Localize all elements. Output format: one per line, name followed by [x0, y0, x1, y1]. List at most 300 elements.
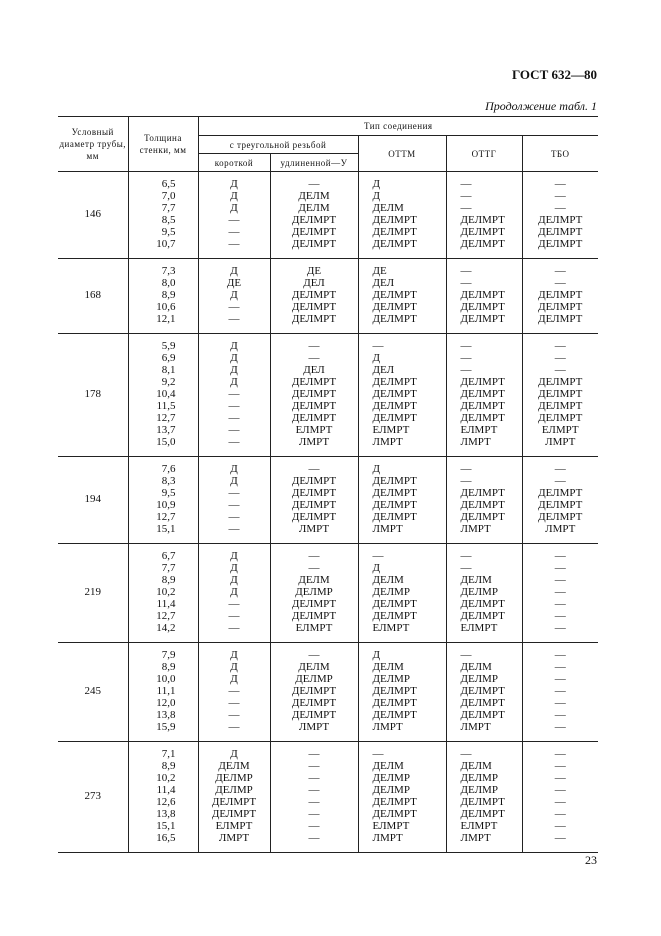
cell-value: —: [460, 190, 472, 202]
cell-value: —: [228, 238, 240, 250]
ottm-col: [358, 172, 446, 259]
cell-value: —: [228, 412, 240, 424]
header-extended: удлиненной—У: [270, 154, 358, 172]
table-row: [58, 172, 598, 259]
cell-value: ЛМРТ: [545, 523, 576, 535]
cell-value: —: [308, 562, 320, 574]
cell-value: 7,3: [161, 265, 176, 277]
cell-value: Д: [372, 649, 381, 661]
cell-value: —: [554, 760, 566, 772]
tbo-col: [522, 172, 598, 259]
cell-value: ДЕЛМРТ: [291, 487, 337, 499]
cell-value: ДЕЛМ: [372, 574, 404, 586]
cell-value: ДЕЛМР: [460, 586, 498, 598]
diameter-cell: 178: [58, 334, 128, 457]
cell-value: ДЕЛМР: [372, 772, 410, 784]
cell-value: ДЕЛМРТ: [460, 697, 505, 709]
cell-value: —: [554, 709, 566, 721]
cell-value: ДЕЛМРТ: [372, 412, 417, 424]
cell-value: ЕЛМРТ: [295, 424, 333, 436]
cell-value: ДЕЛМ: [460, 760, 492, 772]
cell-value: —: [554, 178, 566, 190]
cell-value: —: [372, 550, 384, 562]
cell-value: ДЕЛМРТ: [460, 301, 505, 313]
short-thread-col: [198, 259, 270, 334]
cell-value: 10,7: [156, 238, 176, 250]
cell-value: —: [460, 463, 472, 475]
short-thread-col: [198, 172, 270, 259]
cell-value: ЛМРТ: [218, 832, 250, 844]
extended-thread-col: [270, 259, 358, 334]
cell-value: —: [554, 265, 566, 277]
cell-value: Д: [230, 673, 238, 685]
cell-value: 12,7: [156, 412, 176, 424]
cell-value: ДЕЛМР: [372, 784, 410, 796]
cell-value: —: [228, 400, 240, 412]
cell-value: ДЕЛ: [303, 277, 325, 289]
cell-value: Д: [230, 376, 238, 388]
cell-value: ДЕЛМРТ: [460, 214, 505, 226]
diameter-cell: 194: [58, 457, 128, 544]
cell-value: —: [554, 352, 566, 364]
cell-value: —: [308, 649, 320, 661]
tbo-col: [522, 742, 598, 853]
cell-value: 10,2: [156, 772, 176, 784]
cell-value: ДЕЛМРТ: [291, 226, 337, 238]
cell-value: Д: [230, 550, 238, 562]
cell-value: Д: [230, 463, 238, 475]
header-ottm: ОТТМ: [358, 136, 446, 172]
extended-thread-col: [270, 334, 358, 457]
cell-value: ДЕЛМРТ: [538, 499, 583, 511]
cell-value: ДЕЛМРТ: [372, 475, 417, 487]
cell-value: ДЕЛМРТ: [460, 226, 505, 238]
cell-value: —: [228, 436, 240, 448]
cell-value: ДЕЛМРТ: [460, 313, 505, 325]
cell-value: ЛМРТ: [460, 832, 491, 844]
cell-value: —: [554, 475, 566, 487]
cell-value: 11,5: [156, 400, 176, 412]
cell-value: ДЕЛМРТ: [291, 511, 337, 523]
thickness-col: [128, 643, 198, 742]
cell-value: Д: [230, 289, 238, 301]
cell-value: ДЕЛМРТ: [291, 685, 337, 697]
cell-value: ДЕЛМРТ: [291, 289, 337, 301]
cell-value: —: [460, 277, 472, 289]
cell-value: Д: [230, 190, 238, 202]
cell-value: ДЕЛМРТ: [291, 499, 337, 511]
cell-value: ЛМРТ: [372, 436, 403, 448]
cell-value: ДЕЛМ: [218, 760, 250, 772]
cell-value: ДЕЛМРТ: [538, 238, 583, 250]
cell-value: —: [460, 649, 472, 661]
cell-value: ДЕЛМРТ: [538, 289, 583, 301]
cell-value: ЕЛМРТ: [460, 820, 498, 832]
cell-value: ДЕЛМ: [372, 760, 404, 772]
cell-value: ДЕЛМРТ: [291, 412, 337, 424]
cell-value: ЛМРТ: [298, 721, 330, 733]
cell-value: ДЕЛМРТ: [372, 685, 417, 697]
cell-value: —: [228, 313, 240, 325]
ottm-col: [358, 259, 446, 334]
cell-value: 15,1: [156, 820, 176, 832]
ottm-col: [358, 334, 446, 457]
cell-value: —: [460, 562, 472, 574]
header-diameter: Условный диаметр трубы, мм: [58, 117, 128, 172]
cell-value: —: [554, 748, 566, 760]
cell-value: —: [308, 832, 320, 844]
cell-value: 10,4: [156, 388, 176, 400]
cell-value: —: [554, 340, 566, 352]
ottg-col: [446, 643, 522, 742]
cell-value: ДЕЛМ: [460, 574, 492, 586]
table-body: [58, 172, 598, 853]
cell-value: ДЕЛМРТ: [291, 376, 337, 388]
cell-value: —: [554, 202, 566, 214]
table-row: [58, 457, 598, 544]
cell-value: 13,8: [156, 808, 176, 820]
cell-value: ДЕЛМРТ: [460, 808, 505, 820]
cell-value: —: [308, 463, 320, 475]
cell-value: —: [308, 352, 320, 364]
cell-value: ДЕЛМР: [372, 673, 410, 685]
tbo-col: [522, 643, 598, 742]
cell-value: —: [460, 202, 472, 214]
cell-value: Д: [230, 340, 238, 352]
cell-value: —: [308, 808, 320, 820]
header-short: короткой: [198, 154, 270, 172]
cell-value: —: [554, 832, 566, 844]
cell-value: ДЕЛМРТ: [538, 313, 583, 325]
extended-thread-col: [270, 172, 358, 259]
cell-value: —: [308, 796, 320, 808]
cell-value: 10,2: [156, 586, 176, 598]
cell-value: —: [554, 796, 566, 808]
cell-value: ЕЛМРТ: [295, 622, 333, 634]
cell-value: ДЕЛМРТ: [291, 301, 337, 313]
cell-value: ДЕЛМР: [460, 772, 498, 784]
cell-value: —: [228, 709, 240, 721]
cell-value: 15,9: [156, 721, 176, 733]
cell-value: ДЕЛМР: [295, 673, 333, 685]
extended-thread-col: [270, 457, 358, 544]
diameter-cell: 273: [58, 742, 128, 853]
cell-value: —: [308, 820, 320, 832]
short-thread-col: [198, 334, 270, 457]
ottg-col: [446, 334, 522, 457]
cell-value: ДЕ: [226, 277, 242, 289]
extended-thread-col: [270, 544, 358, 643]
ottg-col: [446, 742, 522, 853]
thickness-col: [128, 172, 198, 259]
ottg-col: [446, 457, 522, 544]
cell-value: —: [554, 808, 566, 820]
cell-value: 6,9: [161, 352, 176, 364]
cell-value: ДЕЛ: [372, 364, 395, 376]
cell-value: ЛМРТ: [372, 832, 403, 844]
cell-value: ДЕЛМРТ: [211, 808, 257, 820]
header-connection-type: Тип соединения: [198, 117, 598, 136]
cell-value: ДЕЛМРТ: [538, 388, 583, 400]
cell-value: —: [554, 598, 566, 610]
cell-value: ЕЛМРТ: [372, 424, 410, 436]
table-row: [58, 742, 598, 853]
cell-value: —: [554, 772, 566, 784]
cell-value: ЕЛМРТ: [215, 820, 253, 832]
thickness-col: [128, 742, 198, 853]
cell-value: ДЕЛМРТ: [372, 313, 417, 325]
short-thread-col: [198, 742, 270, 853]
cell-value: —: [554, 562, 566, 574]
cell-value: —: [554, 574, 566, 586]
cell-value: ДЕЛМРТ: [291, 214, 337, 226]
cell-value: Д: [230, 748, 238, 760]
cell-value: —: [308, 178, 320, 190]
ottm-col: [358, 643, 446, 742]
cell-value: Д: [372, 178, 381, 190]
cell-value: ДЕЛМРТ: [372, 388, 417, 400]
cell-value: —: [228, 226, 240, 238]
cell-value: ДЕ: [306, 265, 322, 277]
cell-value: ДЕЛМРТ: [460, 499, 505, 511]
cell-value: ДЕЛМРТ: [291, 388, 337, 400]
cell-value: —: [554, 697, 566, 709]
cell-value: Д: [372, 463, 381, 475]
cell-value: ДЕЛМРТ: [211, 796, 257, 808]
cell-value: ДЕЛМРТ: [460, 412, 505, 424]
document-code: ГОСТ 632—80: [511, 67, 597, 82]
cell-value: ДЕЛМРТ: [291, 709, 337, 721]
tbo-col: [522, 457, 598, 544]
cell-value: ЕЛМРТ: [460, 424, 498, 436]
cell-value: ДЕЛМРТ: [538, 511, 583, 523]
connection-types-table: [58, 116, 598, 853]
cell-value: ДЕЛМРТ: [372, 487, 417, 499]
diameter-cell: 245: [58, 643, 128, 742]
cell-value: ДЕЛМРТ: [538, 214, 583, 226]
cell-value: ДЕЛМРТ: [372, 499, 417, 511]
cell-value: 8,5: [161, 214, 176, 226]
cell-value: ДЕЛМР: [295, 586, 333, 598]
cell-value: ДЕЛМРТ: [291, 475, 337, 487]
table-continuation-label: Продолжение табл. 1: [485, 99, 597, 113]
cell-value: Д: [230, 574, 238, 586]
thickness-col: [128, 457, 198, 544]
cell-value: —: [228, 697, 240, 709]
cell-value: ДЕЛМ: [460, 661, 492, 673]
cell-value: —: [554, 190, 566, 202]
cell-value: ДЕЛМРТ: [460, 709, 505, 721]
table-row: [58, 544, 598, 643]
cell-value: ЛМРТ: [460, 523, 491, 535]
cell-value: ДЕЛМРТ: [372, 214, 417, 226]
cell-value: ДЕЛМРТ: [460, 238, 505, 250]
cell-value: ДЕЛМРТ: [538, 376, 583, 388]
table-row: [58, 643, 598, 742]
cell-value: Д: [230, 265, 238, 277]
cell-value: —: [554, 721, 566, 733]
cell-value: 11,4: [156, 784, 176, 796]
cell-value: ДЕЛМРТ: [291, 610, 337, 622]
cell-value: ДЕЛМРТ: [372, 226, 417, 238]
cell-value: 9,5: [161, 487, 176, 499]
cell-value: 7,6: [161, 463, 176, 475]
cell-value: 13,8: [156, 709, 176, 721]
extended-thread-col: [270, 643, 358, 742]
cell-value: ДЕЛМ: [298, 190, 330, 202]
cell-value: ДЕЛМРТ: [372, 610, 417, 622]
cell-value: —: [308, 550, 320, 562]
cell-value: —: [460, 550, 472, 562]
cell-value: Д: [230, 586, 238, 598]
cell-value: ДЕЛМРТ: [460, 796, 505, 808]
cell-value: —: [228, 598, 240, 610]
cell-value: 8,9: [161, 289, 176, 301]
cell-value: ДЕЛМР: [460, 673, 498, 685]
cell-value: 7,7: [161, 202, 176, 214]
cell-value: ДЕЛ: [372, 277, 395, 289]
cell-value: 16,5: [156, 832, 176, 844]
cell-value: 6,7: [161, 550, 176, 562]
cell-value: —: [554, 277, 566, 289]
header-thickness: Толщина стенки, мм: [128, 117, 198, 172]
cell-value: ЕЛМРТ: [460, 622, 498, 634]
cell-value: Д: [372, 352, 381, 364]
cell-value: —: [228, 214, 240, 226]
cell-value: —: [554, 550, 566, 562]
cell-value: ЛМРТ: [372, 721, 403, 733]
cell-value: —: [554, 610, 566, 622]
tbo-col: [522, 544, 598, 643]
ottg-col: [446, 259, 522, 334]
cell-value: —: [554, 784, 566, 796]
cell-value: —: [228, 424, 240, 436]
header-tbo: ТБО: [522, 136, 598, 172]
cell-value: 8,9: [161, 574, 176, 586]
cell-value: 9,2: [161, 376, 176, 388]
cell-value: ДЕЛМРТ: [372, 808, 417, 820]
cell-value: —: [228, 487, 240, 499]
cell-value: —: [228, 622, 240, 634]
cell-value: —: [554, 820, 566, 832]
cell-value: Д: [230, 649, 238, 661]
cell-value: —: [228, 301, 240, 313]
table-row: [58, 259, 598, 334]
ottm-col: [358, 544, 446, 643]
short-thread-col: [198, 544, 270, 643]
cell-value: ДЕЛМРТ: [372, 289, 417, 301]
ottg-col: [446, 172, 522, 259]
cell-value: —: [228, 499, 240, 511]
cell-value: ДЕЛМР: [215, 772, 253, 784]
cell-value: 8,9: [161, 760, 176, 772]
cell-value: ЕЛМРТ: [372, 820, 410, 832]
cell-value: —: [554, 649, 566, 661]
tbo-col: [522, 334, 598, 457]
cell-value: ДЕЛМР: [372, 586, 410, 598]
cell-value: ДЕЛМРТ: [460, 511, 505, 523]
cell-value: —: [460, 340, 472, 352]
cell-value: 15,1: [156, 523, 176, 535]
page-number: 23: [585, 853, 597, 867]
cell-value: —: [554, 622, 566, 634]
cell-value: 12,6: [156, 796, 176, 808]
cell-value: ЛМРТ: [460, 436, 491, 448]
cell-value: Д: [230, 352, 238, 364]
cell-value: ЛМРТ: [298, 436, 330, 448]
thickness-col: [128, 259, 198, 334]
cell-value: —: [460, 364, 472, 376]
cell-value: 11,1: [156, 685, 176, 697]
cell-value: ДЕЛМРТ: [372, 697, 417, 709]
cell-value: ДЕЛМРТ: [538, 301, 583, 313]
cell-value: —: [554, 586, 566, 598]
cell-value: 7,1: [161, 748, 176, 760]
cell-value: ДЕЛМРТ: [372, 709, 417, 721]
cell-value: 7,9: [161, 649, 176, 661]
ottg-col: [446, 544, 522, 643]
cell-value: —: [554, 364, 566, 376]
cell-value: 10,0: [156, 673, 176, 685]
cell-value: ДЕ: [372, 265, 387, 277]
cell-value: ДЕЛМРТ: [460, 289, 505, 301]
cell-value: ДЕЛМРТ: [372, 301, 417, 313]
tbo-col: [522, 259, 598, 334]
cell-value: —: [308, 340, 320, 352]
cell-value: —: [308, 772, 320, 784]
thickness-col: [128, 544, 198, 643]
cell-value: —: [554, 661, 566, 673]
cell-value: —: [308, 784, 320, 796]
cell-value: ДЕЛМРТ: [460, 388, 505, 400]
cell-value: 10,9: [156, 499, 176, 511]
cell-value: —: [228, 721, 240, 733]
cell-value: Д: [230, 562, 238, 574]
cell-value: ДЕЛМРТ: [372, 511, 417, 523]
cell-value: Д: [230, 475, 238, 487]
cell-value: Д: [230, 661, 238, 673]
cell-value: —: [308, 760, 320, 772]
cell-value: 8,0: [161, 277, 176, 289]
cell-value: —: [372, 748, 384, 760]
cell-value: 11,4: [156, 598, 176, 610]
cell-value: ДЕЛМРТ: [460, 610, 505, 622]
header-triangular-thread: с треугольной резьбой: [198, 136, 358, 154]
cell-value: 13,7: [156, 424, 176, 436]
cell-value: ДЕЛМРТ: [372, 376, 417, 388]
cell-value: 8,3: [161, 475, 176, 487]
cell-value: —: [460, 265, 472, 277]
cell-value: —: [460, 178, 472, 190]
cell-value: —: [228, 511, 240, 523]
cell-value: —: [460, 475, 472, 487]
short-thread-col: [198, 457, 270, 544]
cell-value: ДЕЛМР: [460, 784, 498, 796]
cell-value: —: [228, 523, 240, 535]
cell-value: ДЕЛМРТ: [460, 376, 505, 388]
cell-value: ДЕЛМРТ: [538, 400, 583, 412]
cell-value: 7,0: [161, 190, 176, 202]
cell-value: ЛМРТ: [372, 523, 403, 535]
cell-value: —: [372, 340, 384, 352]
cell-value: ДЕЛ: [303, 364, 325, 376]
cell-value: —: [228, 685, 240, 697]
cell-value: ДЕЛМРТ: [372, 598, 417, 610]
ottm-col: [358, 742, 446, 853]
cell-value: ЛМРТ: [298, 523, 330, 535]
cell-value: —: [554, 463, 566, 475]
cell-value: ДЕЛМРТ: [372, 238, 417, 250]
